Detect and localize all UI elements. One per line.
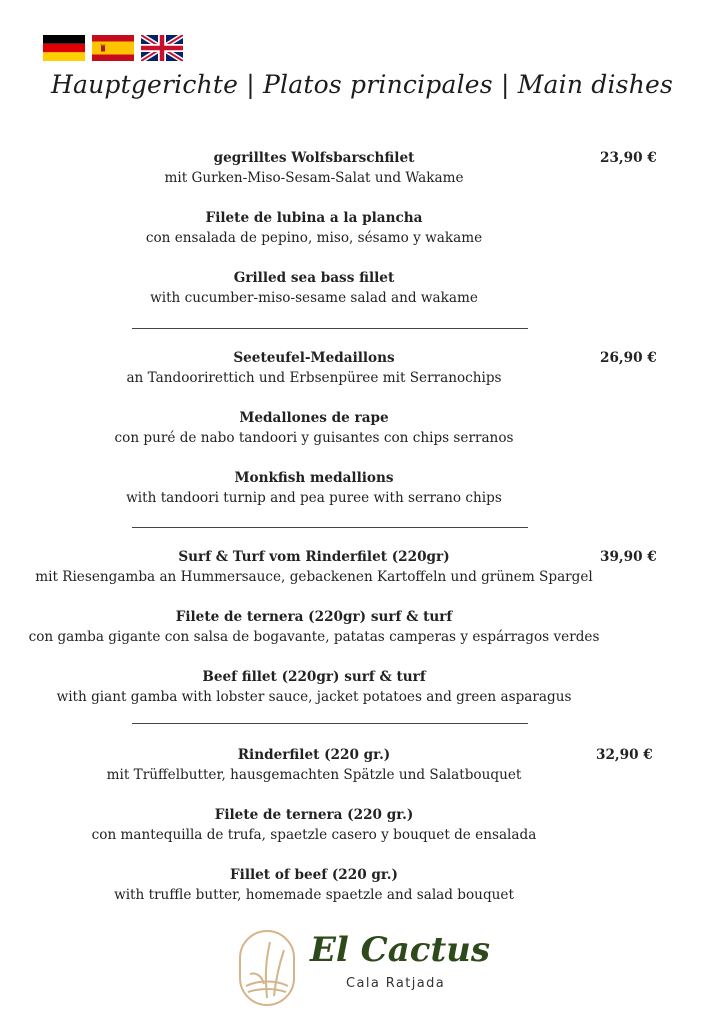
divider xyxy=(132,527,528,528)
menu-item xyxy=(0,148,628,308)
dish-title-de: Seeteufel-Medaillons xyxy=(233,350,395,366)
dish-title-en: Monkfish medallions xyxy=(234,470,394,486)
divider xyxy=(132,723,528,724)
dish-title-en: Fillet of beef (220 gr.) xyxy=(230,867,398,883)
dish-desc-es: con mantequilla de trufa, spaetzle casero y bouquet de ensalada xyxy=(91,827,537,843)
dish-title-en: Grilled sea bass fillet xyxy=(233,270,395,286)
dish-title-en: Beef fillet (220gr) surf & turf xyxy=(202,669,426,685)
dish-desc-de: mit Trüffelbutter, hausgemachten Spätzle und Salatbouquet xyxy=(106,767,522,783)
uk-flag-icon[interactable] xyxy=(141,35,183,61)
dish-desc-de: an Tandoorirettich und Erbsenpüree mit Serranochips xyxy=(126,370,502,386)
dish-price: 23,90 € xyxy=(600,150,657,166)
german-flag-icon[interactable] xyxy=(43,35,85,61)
menu-item xyxy=(0,745,628,905)
dish-title-de: Rinderfilet (220 gr.) xyxy=(237,747,391,763)
spanish-flag-icon[interactable] xyxy=(92,35,134,61)
restaurant-logo xyxy=(236,928,536,1008)
dish-title-es: Medallones de rape xyxy=(239,410,389,426)
dish-desc-en: with tandoori turnip and pea puree with serrano chips xyxy=(126,490,502,506)
page-title: Hauptgerichte | Platos principales | Main dishes xyxy=(50,70,674,99)
dish-title-de: gegrilltes Wolfsbarschfilet xyxy=(213,150,415,166)
dish-desc-de: mit Riesengamba an Hummersauce, gebackenen Kartoffeln und grünem Spargel xyxy=(35,569,593,585)
dish-desc-es: con puré de nabo tandoori y guisantes con chips serranos xyxy=(114,430,514,446)
menu-item xyxy=(0,348,628,508)
restaurant-name: El Cactus xyxy=(310,930,491,970)
dish-desc-en: with cucumber-miso-sesame salad and wakame xyxy=(150,290,478,306)
dish-title-es: Filete de lubina a la plancha xyxy=(205,210,423,226)
cactus-logo-icon xyxy=(236,928,298,1008)
restaurant-location: Cala Ratjada xyxy=(346,976,446,991)
dish-price: 26,90 € xyxy=(600,350,657,366)
divider xyxy=(132,328,528,329)
dish-desc-de: mit Gurken-Miso-Sesam-Salat und Wakame xyxy=(164,170,464,186)
dish-desc-en: with truffle butter, homemade spaetzle and salad bouquet xyxy=(114,887,514,903)
dish-desc-es: con ensalada de pepino, miso, sésamo y wakame xyxy=(145,230,483,246)
dish-title-es: Filete de ternera (220gr) surf & turf xyxy=(175,609,453,625)
dish-desc-en: with giant gamba with lobster sauce, jacket potatoes and green asparagus xyxy=(56,689,572,705)
dish-title-es: Filete de ternera (220 gr.) xyxy=(214,807,414,823)
dish-price: 39,90 € xyxy=(600,549,657,565)
dish-title-de: Surf & Turf vom Rinderfilet (220gr) xyxy=(178,549,450,565)
language-flags xyxy=(43,35,183,61)
dish-desc-es: con gamba gigante con salsa de bogavante, patatas camperas y espárragos verdes xyxy=(28,629,600,645)
menu-item xyxy=(0,547,628,707)
dish-price: 32,90 € xyxy=(596,747,653,763)
